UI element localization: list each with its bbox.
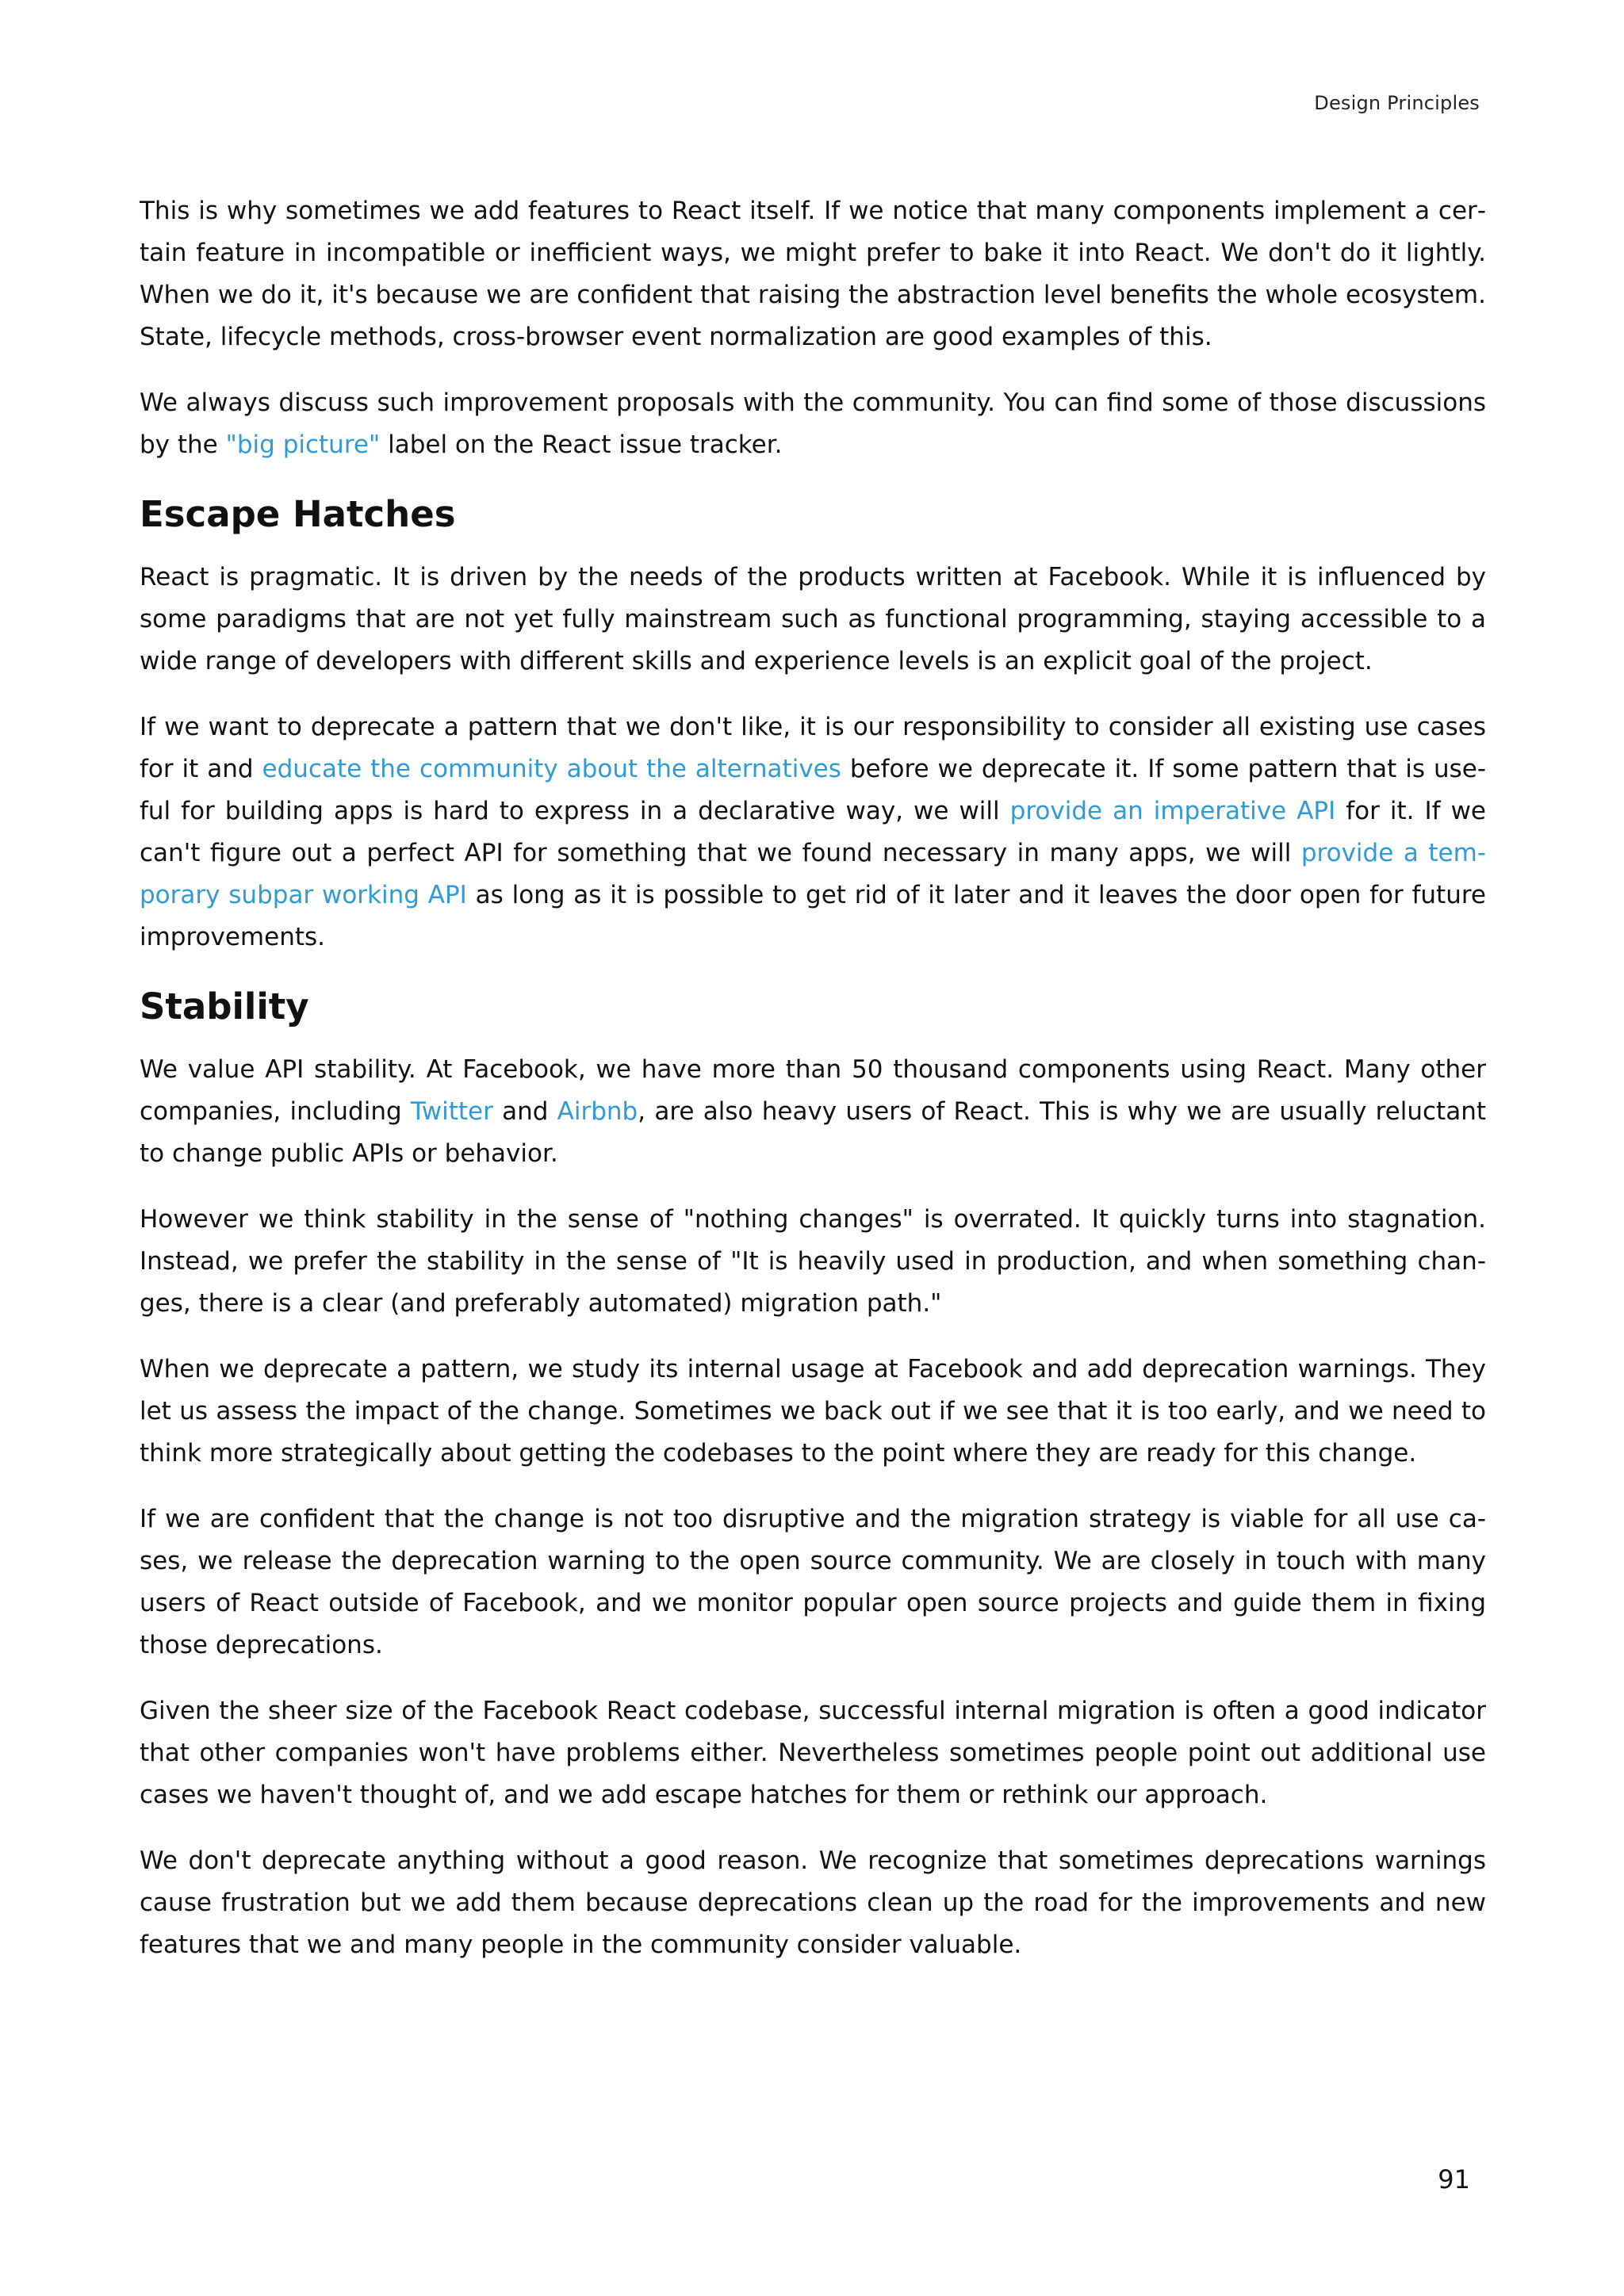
stability-heading: Stability — [140, 985, 309, 1027]
imperative-api-link[interactable]: provide an imperative API — [1009, 797, 1336, 825]
intro-paragraph-1: This is why sometimes we add features to React itself. If we notice that many components implement a certain feature in incompatible or inefficient ways, we might prefer to bake it into React. We don't do it lightly. When we do it, it's because we are confident that raising the abstraction level benefits the whole ecosystem. State, lifecycle methods, cross-browser event normalization are good examples of this. — [140, 197, 1486, 351]
stability-paragraph-1 — [140, 1049, 1486, 1175]
escape-hatches-paragraph-2 — [140, 706, 1486, 959]
escape-hatches-paragraph-1: React is pragmatic. It is driven by the needs of the products written at Facebook. While it is influenced by some paradigms that are not yet fully mainstream such as functional programming, staying accessible to a wide range of developers with different skills and experience levels is an explicit goal of the project. — [140, 563, 1486, 675]
text-segment: We value API stability. At Facebook, we have more than 50 thousand components using React. Many other companies, including — [140, 1055, 1486, 1126]
stability-paragraph-4: If we are confident that the change is not too disruptive and the migration strategy is viable for all use cases, we release the deprecation warning to the open source community. We are closely in touch with many users of React outside of Facebook, and we monitor popular open source projects and guide them in fixing those deprecations. — [140, 1505, 1486, 1659]
page-content — [140, 190, 1486, 1990]
big-picture-link[interactable]: "big picture" — [225, 430, 381, 459]
text-segment: label on the React issue tracker. — [380, 430, 783, 459]
text-segment: , are also heavy users of React. This is why we are usually reluctant to change public APIs or behavior. — [140, 1097, 1487, 1168]
stability-paragraph-6: We don't deprecate anything without a good reason. We recognize that sometimes deprecations warnings cause frustration but we add them because deprecations clean up the road for the improvements and new features that we and many people in the community consider valuable. — [140, 1846, 1486, 1959]
text-segment: We always discuss such improvement proposals with the community. You can find some of those discussions by the — [140, 388, 1486, 459]
text-segment: as long as it is possible to get rid of it later and it leaves the door open for future improvements. — [140, 881, 1486, 951]
text-segment: and — [492, 1097, 557, 1126]
twitter-link[interactable]: Twitter — [410, 1097, 493, 1126]
stability-paragraph-3: When we deprecate a pattern, we study its internal usage at Facebook and add deprecation warnings. They let us assess the impact of the change. Sometimes we back out if we see that it is too early, and we need to think more strategically about getting the codebases to the point where they are ready for this change. — [140, 1355, 1486, 1468]
airbnb-link[interactable]: Airbnb — [557, 1097, 638, 1126]
intro-paragraph-2 — [140, 382, 1486, 466]
page-number: 91 — [1438, 2164, 1470, 2195]
educate-community-link[interactable]: educate the community about the alternatives — [262, 755, 841, 783]
temporary-api-link[interactable]: provide a temporary subpar working API — [140, 839, 1487, 909]
escape-hatches-heading: Escape Hatches — [140, 493, 456, 535]
stability-paragraph-5: Given the sheer size of the Facebook React codebase, successful internal migration is often a good indicator that other companies won't have problems either. Nevertheless sometimes people point out additional use cases we haven't thought of, and we add escape hatches for them or rethink our approach. — [140, 1697, 1486, 1809]
text-segment: before we deprecate it. If some pattern that is useful for building apps is hard to express in a declarative way, we will — [140, 755, 1486, 825]
text-segment: If we want to deprecate a pattern that we don't like, it is our responsibility to consider all existing use cases for it and — [140, 713, 1486, 783]
text-segment: for it. If we can't figure out a perfect API for something that we found necessary in many apps, we will — [140, 797, 1487, 867]
running-header: Design Principles — [1314, 92, 1480, 114]
stability-paragraph-2: However we think stability in the sense of "nothing changes" is overrated. It quickly turns into stagnation. Instead, we prefer the stability in the sense of "It is heavily used in production, and when something changes, there is a clear (and preferably automated) migration path." — [140, 1205, 1486, 1318]
